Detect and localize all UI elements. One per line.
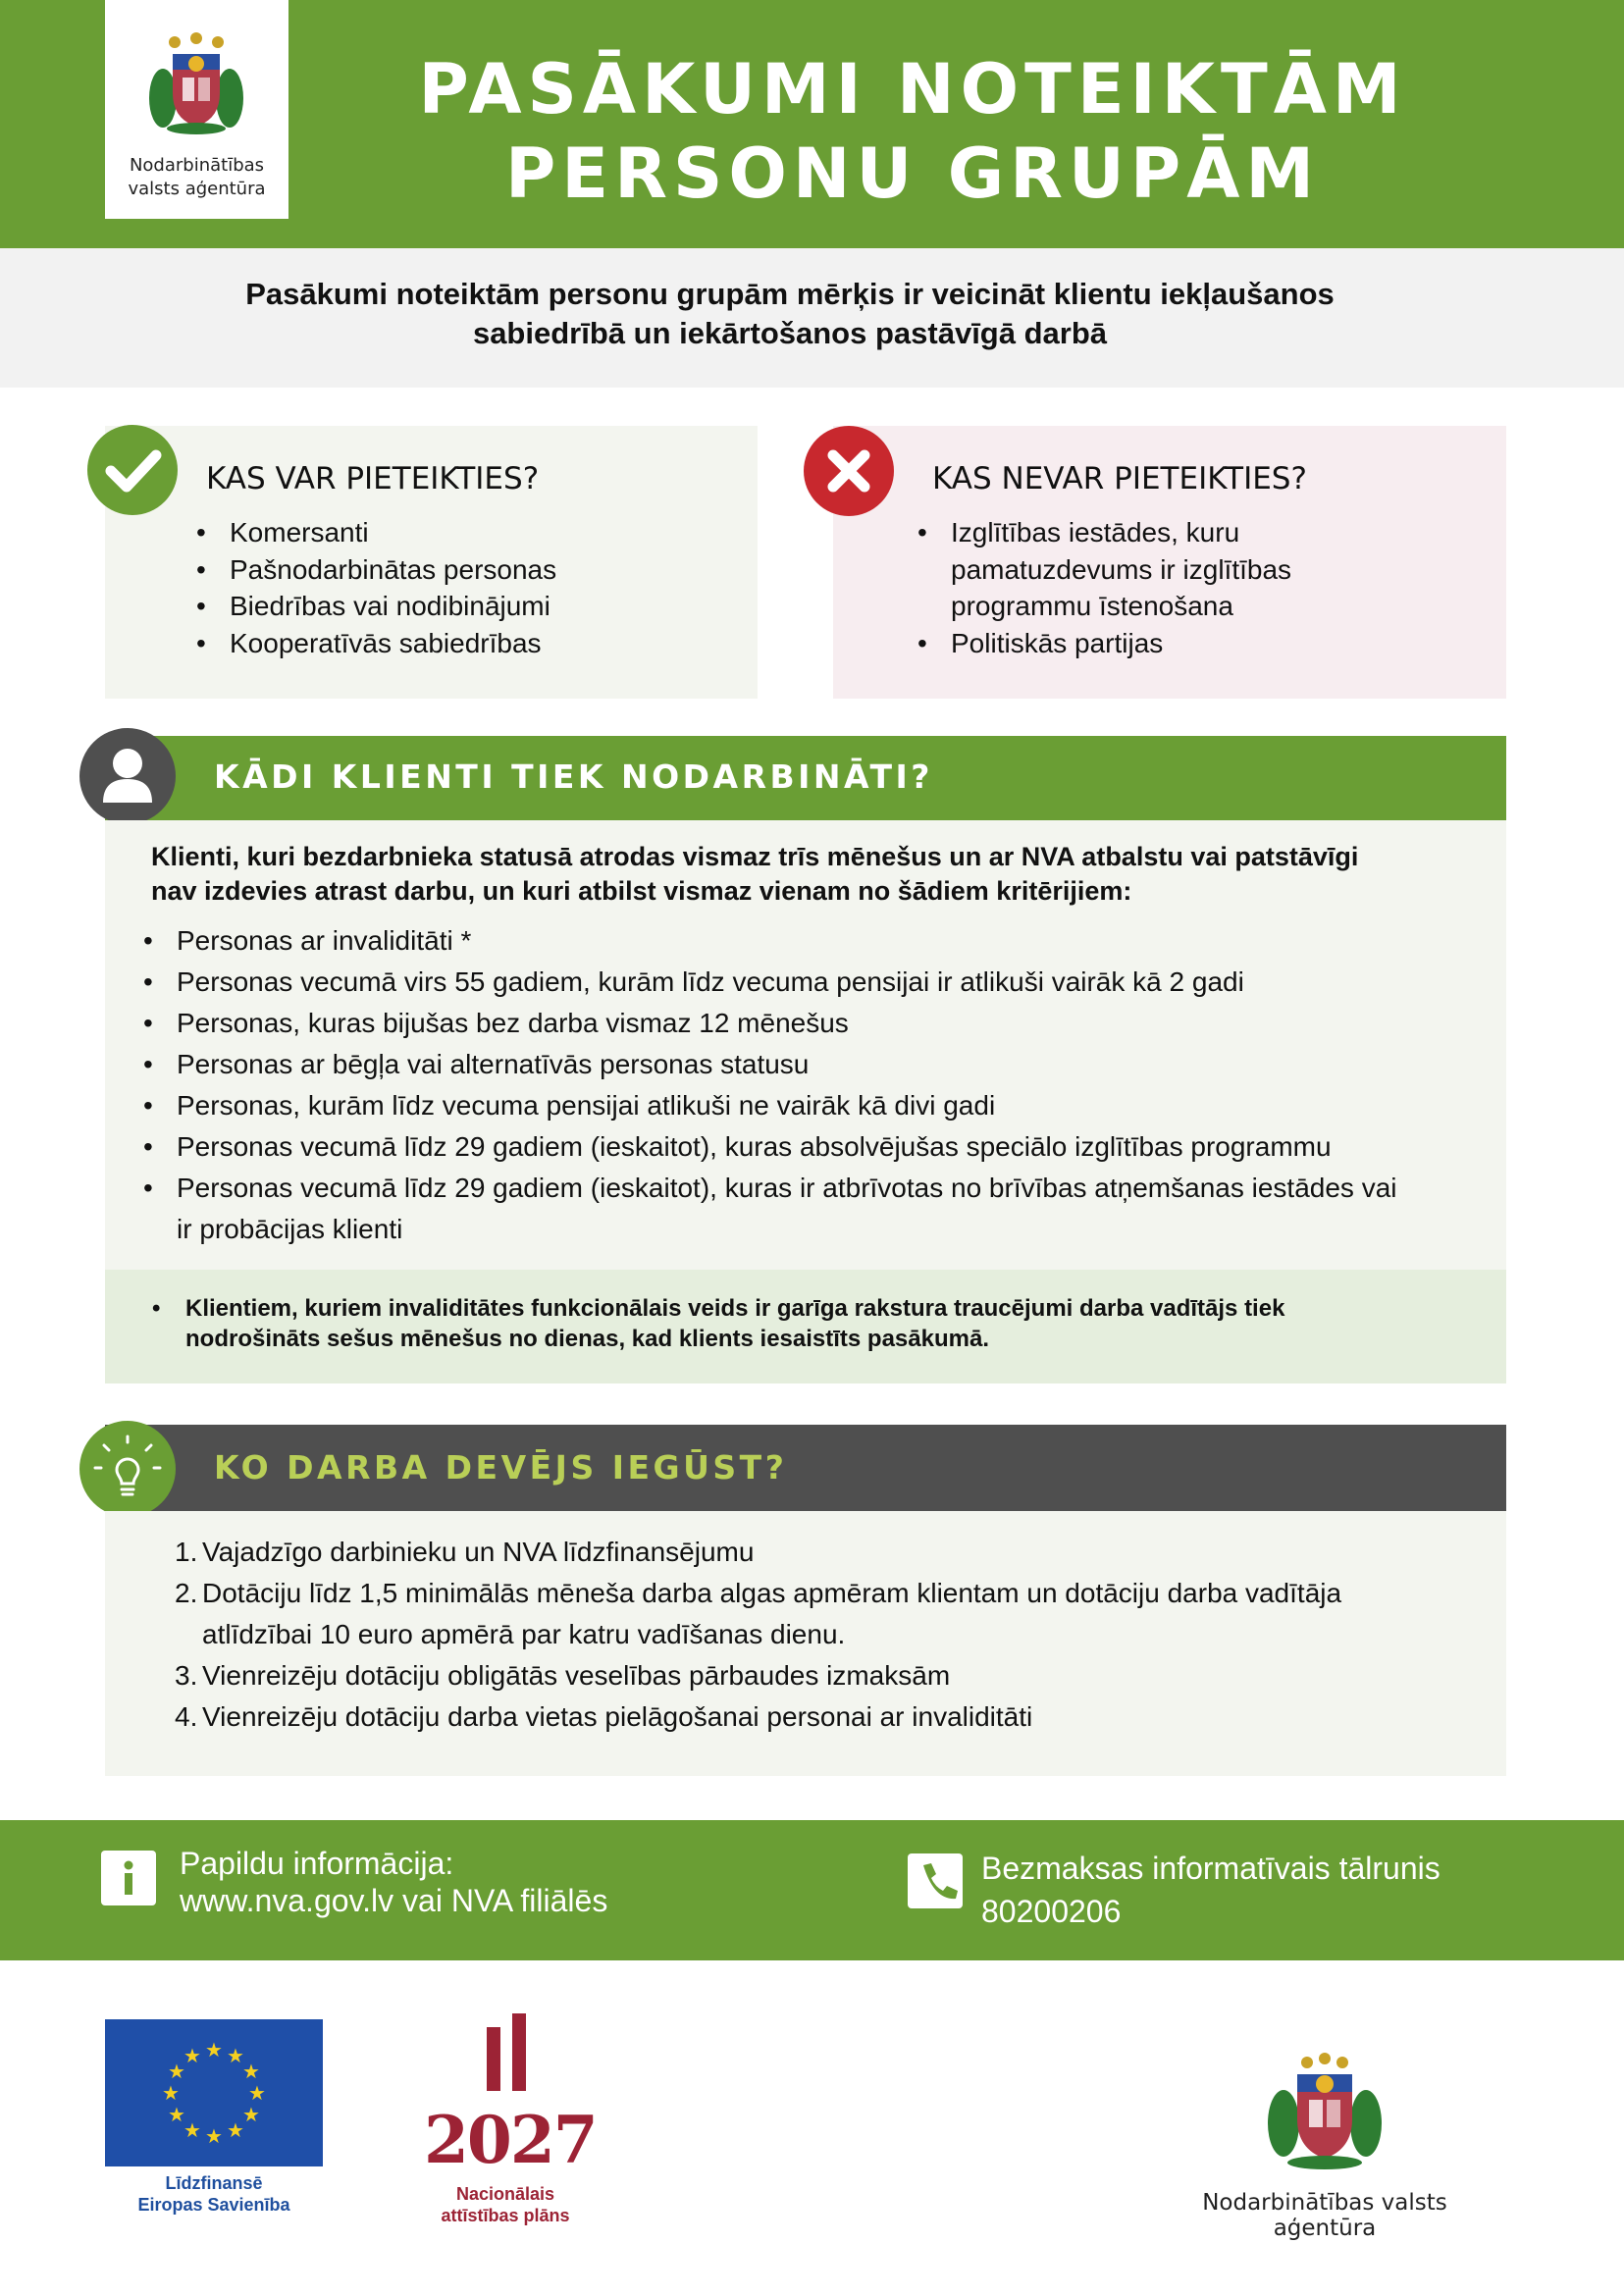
intro-line1: Pasākumi noteiktām personu grupām mērķis ir veicināt klientu iekļaušanos bbox=[245, 277, 1335, 311]
logo-caption-line2: valsts aģentūra bbox=[128, 179, 266, 199]
svg-text:★: ★ bbox=[205, 2038, 223, 2061]
can-apply-list bbox=[196, 514, 746, 661]
list-item: • Personas, kurām līdz vecuma pensijai atlikuši ne vairāk kā divi gadi bbox=[143, 1085, 1488, 1126]
plan-caption-line1: Nacionālais bbox=[455, 2184, 555, 2204]
clients-intro-line2: nav izdevies atrast darbu, un kuri atbilst vismaz vienam no šādiem kritērijiem: bbox=[151, 876, 1132, 906]
eu-caption-line1: Līdzfinansē bbox=[165, 2173, 263, 2193]
svg-text:★: ★ bbox=[168, 2103, 185, 2126]
logo-caption-line1: Nodarbinātības bbox=[129, 155, 265, 176]
agency-logo bbox=[105, 0, 288, 219]
can-apply-heading: KAS VAR PIETEIKTIES? bbox=[206, 461, 540, 496]
list-item-line: pamatuzdevums ir izglītības bbox=[951, 553, 1292, 585]
svg-text:★: ★ bbox=[168, 2060, 185, 2083]
svg-text:★: ★ bbox=[227, 2044, 244, 2067]
svg-text:★: ★ bbox=[242, 2060, 260, 2083]
svg-text:★: ★ bbox=[227, 2118, 244, 2142]
list-item: • Personas, kuras bijušas bez darba vismaz 12 mēnešus bbox=[143, 1003, 1488, 1044]
coat-of-arms-icon bbox=[1256, 2041, 1393, 2178]
eu-stars-icon bbox=[105, 2019, 323, 2166]
coat-of-arms-icon bbox=[105, 0, 288, 147]
intro-text bbox=[128, 275, 1452, 353]
list-item bbox=[175, 1573, 1470, 1655]
title-line2: PERSONU GRUPĀM bbox=[504, 133, 1321, 214]
intro-line2: sabiedrībā un iekārtošanos pastāvīgā darbā bbox=[472, 316, 1108, 350]
list-item: • Pašnodarbinātas personas bbox=[196, 551, 746, 589]
cannot-apply-heading: KAS NEVAR PIETEIKTIES? bbox=[932, 461, 1307, 496]
plan-year: 2027 bbox=[424, 2102, 597, 2178]
list-item: • Komersanti bbox=[196, 514, 746, 551]
list-number: 3. bbox=[175, 1660, 198, 1691]
list-item: • Personas vecumā līdz 29 gadiem (ieskaitot), kuras absolvējušas speciālo izglītības programmu bbox=[143, 1126, 1488, 1168]
plan-logo-bar-right bbox=[512, 2013, 526, 2091]
note-item bbox=[152, 1293, 1487, 1354]
person-icon bbox=[79, 728, 176, 824]
svg-text:★: ★ bbox=[248, 2081, 266, 2105]
cross-icon bbox=[804, 426, 894, 516]
list-number: 2. bbox=[175, 1578, 198, 1608]
checkmark-icon bbox=[87, 425, 178, 515]
svg-text:★: ★ bbox=[242, 2103, 260, 2126]
list-number: 4. bbox=[175, 1701, 198, 1732]
plan-caption-line2: attīstības plāns bbox=[441, 2206, 570, 2225]
list-item-line: • Personas vecumā līdz 29 gadiem (ieskaitot), kuras ir atbrīvotas no brīvības atņemšanas iestādes vai bbox=[177, 1173, 1397, 1203]
list-number: 1. bbox=[175, 1537, 198, 1567]
employer-benefits-list bbox=[175, 1532, 1470, 1738]
page-title bbox=[324, 47, 1501, 216]
list-item bbox=[175, 1532, 1470, 1573]
svg-text:★: ★ bbox=[183, 2118, 201, 2142]
info-text bbox=[180, 1845, 607, 1919]
list-item-text: Vienreizēju dotāciju darba vietas pielāgošanai personai ar invaliditāti bbox=[202, 1701, 1033, 1732]
list-item bbox=[175, 1655, 1470, 1696]
lightbulb-icon bbox=[79, 1421, 176, 1517]
list-item bbox=[143, 1168, 1488, 1250]
svg-text:★: ★ bbox=[183, 2044, 201, 2067]
list-item-text: Vajadzīgo darbinieku un NVA līdzfinansējumu bbox=[202, 1537, 755, 1567]
employer-heading: KO DARBA DEVĒJS IEGŪST? bbox=[214, 1448, 788, 1487]
eu-caption-line2: Eiropas Savienība bbox=[137, 2195, 290, 2215]
agency-logo-footer bbox=[1256, 2041, 1393, 2178]
list-item bbox=[175, 1696, 1470, 1738]
title-line1: PASĀKUMI NOTEIKTĀM bbox=[418, 49, 1407, 130]
list-item-text: Vienreizēju dotāciju obligātās veselības pārbaudes izmaksām bbox=[202, 1660, 951, 1691]
clients-criteria-list bbox=[143, 920, 1488, 1250]
list-item: • Politiskās partijas bbox=[917, 625, 1467, 662]
info-line1: Papildu informācija: bbox=[180, 1846, 454, 1881]
list-item bbox=[917, 514, 1467, 625]
list-item-line: ir probācijas klienti bbox=[177, 1214, 403, 1244]
eu-flag bbox=[105, 2019, 323, 2166]
list-item: • Personas ar invaliditāti * bbox=[143, 920, 1488, 962]
list-item: • Personas ar bēgļa vai alternatīvās personas statusu bbox=[143, 1044, 1488, 1085]
phone-number[interactable]: 80200206 bbox=[981, 1894, 1122, 1929]
phone-icon bbox=[908, 1853, 963, 1908]
info-icon bbox=[101, 1851, 156, 1905]
clients-intro bbox=[151, 840, 1476, 909]
note-line1: • Klientiem, kuriem invaliditātes funkcionālais veids ir garīga rakstura traucējumi darba vadītājs tiek bbox=[185, 1295, 1285, 1322]
svg-text:★: ★ bbox=[205, 2124, 223, 2148]
list-item: • Kooperatīvās sabiedrības bbox=[196, 625, 746, 662]
plan-caption bbox=[422, 2183, 589, 2226]
eu-caption bbox=[105, 2172, 323, 2216]
plan-logo-bar-left bbox=[487, 2027, 500, 2091]
svg-text:★: ★ bbox=[162, 2081, 180, 2105]
info-link[interactable]: www.nva.gov.lv vai NVA filiālēs bbox=[180, 1883, 608, 1918]
phone-text bbox=[981, 1847, 1441, 1933]
cannot-apply-list bbox=[917, 514, 1467, 661]
clients-intro-line1: Klienti, kuri bezdarbnieka statusā atrodas vismaz trīs mēnešus un ar NVA atbalstu vai patstāvīgi bbox=[151, 842, 1359, 871]
list-item-line: Dotāciju līdz 1,5 minimālās mēneša darba algas apmēram klientam un dotāciju darba vadītāja bbox=[202, 1578, 1342, 1608]
agency-caption: Nodarbinātības valsts aģentūra bbox=[1202, 2190, 1447, 2241]
clients-note bbox=[152, 1293, 1487, 1354]
note-line2: nodrošināts sešus mēnešus no dienas, kad klients iesaistīts pasākumā. bbox=[185, 1326, 989, 1352]
list-item: • Biedrības vai nodibinājumi bbox=[196, 588, 746, 625]
clients-heading: KĀDI KLIENTI TIEK NODARBINĀTI? bbox=[214, 757, 933, 796]
list-item: • Personas vecumā virs 55 gadiem, kurām līdz vecuma pensijai ir atlikuši vairāk kā 2 gadi bbox=[143, 962, 1488, 1003]
list-item-line: • Izglītības iestādes, kuru bbox=[951, 517, 1240, 548]
list-item-line: atlīdzībai 10 euro apmērā par katru vadīšanas dienu. bbox=[202, 1619, 846, 1649]
list-item-line: programmu īstenošana bbox=[951, 591, 1233, 621]
phone-line1: Bezmaksas informatīvais tālrunis bbox=[981, 1851, 1441, 1886]
